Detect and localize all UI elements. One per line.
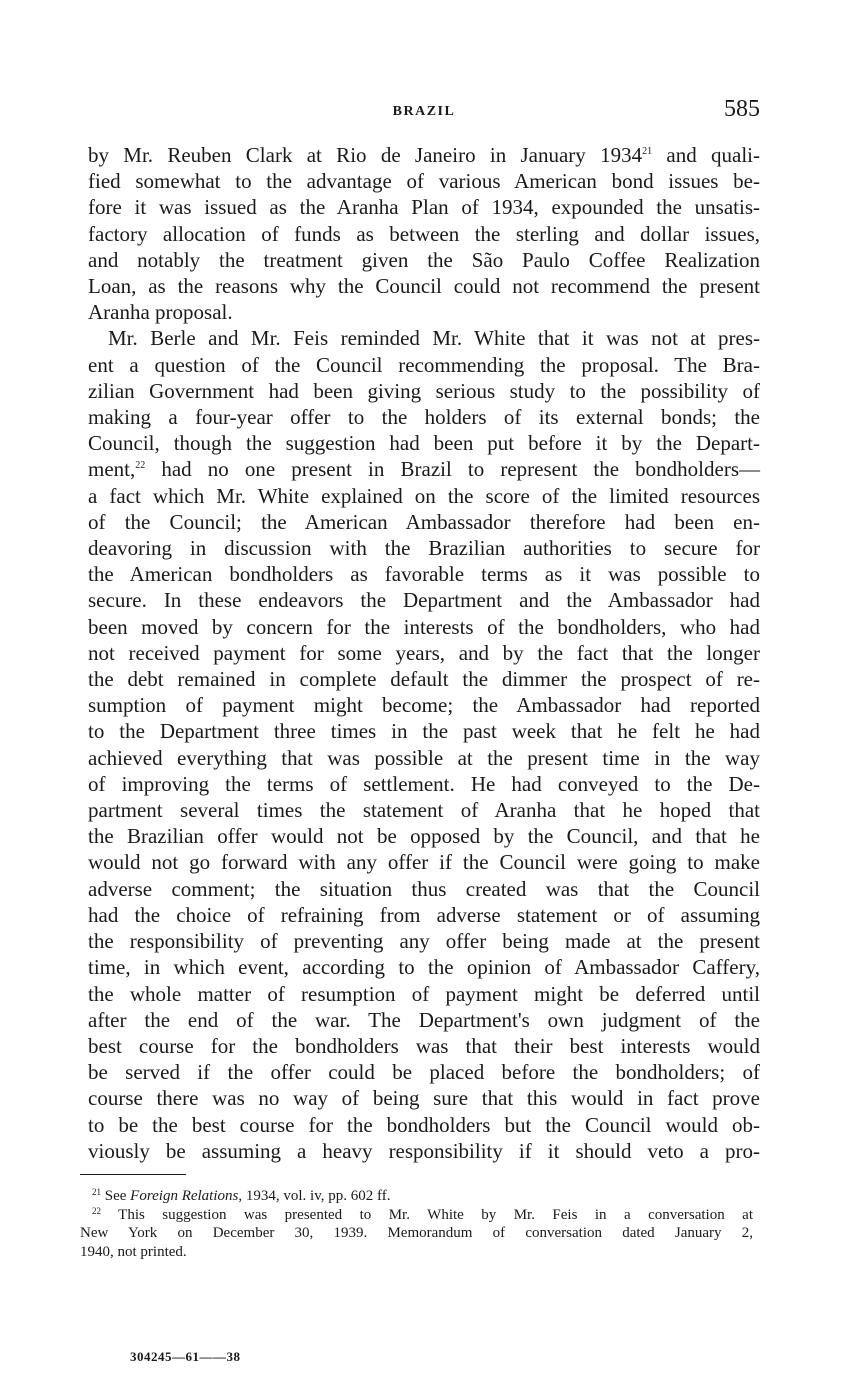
text-line: be served if the offer could be placed before the bondholders; of bbox=[88, 1060, 760, 1085]
text-line: best course for the bondholders was that their best interests would bbox=[88, 1033, 760, 1058]
running-title: BRAZIL bbox=[392, 104, 456, 119]
text-line: and notably the treatment given the São Paulo Coffee Realization bbox=[88, 247, 760, 272]
text-line: Aranha proposal. bbox=[88, 300, 233, 325]
text-line: a fact which Mr. White explained on the score of the limited resources bbox=[88, 483, 760, 508]
text-line: factory allocation of funds as between the sterling and dollar issues, bbox=[88, 221, 760, 246]
footnote-ref-21: 21 bbox=[642, 146, 653, 157]
text-line: fore it was issued as the Aranha Plan of 1934, expounded the unsatis- bbox=[88, 195, 760, 220]
text-line: sumption of payment might become; the Ambassador had reported bbox=[88, 693, 760, 718]
text-line: Council, though the suggestion had been put before it by the Depart- bbox=[88, 431, 760, 456]
text-line: the Brazilian offer would not be opposed by the Council, and that he bbox=[88, 824, 760, 849]
text-line: the responsibility of preventing any offer being made at the present bbox=[88, 929, 760, 954]
text-line: the whole matter of resumption of payment might be deferred until bbox=[88, 981, 760, 1006]
text-line: making a four-year offer to the holders of its external bonds; the bbox=[88, 405, 760, 430]
text-line: not received payment for some years, and by the fact that the longer bbox=[88, 640, 760, 665]
footnote-22-line: $^{22}$ This suggestion was presented to Mr. White by Mr. Feis in a conversation at bbox=[92, 1205, 753, 1223]
text-line: adverse comment; the situation thus created was that the Council bbox=[88, 876, 760, 901]
footnotes bbox=[80, 1187, 753, 1261]
text-line: to be the best course for the bondholders but the Council would ob- bbox=[88, 1112, 760, 1137]
text-line: by Mr. Reuben Clark at Rio de Janeiro in January 1934$^{21}$ and quali- bbox=[88, 143, 760, 167]
text-line: ment,$^{22}$ had no one present in Brazil to represent the bondholders— bbox=[88, 457, 760, 482]
text-line: Mr. Berle and Mr. Feis reminded Mr. White that it was not at pres- bbox=[108, 326, 760, 351]
text-line: the debt remained in complete default the dimmer the prospect of re- bbox=[88, 667, 760, 692]
text-line: course there was no way of being sure that this would in fact prove bbox=[88, 1086, 760, 1111]
text-line: fied somewhat to the advantage of various American bond issues be- bbox=[88, 169, 760, 194]
text-line: the American bondholders as favorable terms as it was possible to bbox=[88, 562, 760, 587]
body-text bbox=[88, 142, 760, 1164]
footnote-marker: 22 bbox=[92, 1205, 101, 1216]
footnote-ref-22: 22 bbox=[135, 460, 146, 472]
running-head bbox=[88, 98, 760, 128]
text-line: zilian Government had been giving serious study to the possibility of bbox=[88, 378, 760, 403]
text-line: partment several times the statement of Aranha that he hoped that bbox=[88, 798, 760, 823]
text-line: ent a question of the Council recommending the proposal. The Bra- bbox=[88, 352, 760, 377]
text-line: time, in which event, according to the opinion of Ambassador Caffery, bbox=[88, 955, 760, 980]
text-line: secure. In these endeavors the Department and the Ambassador had bbox=[88, 588, 760, 613]
text-line: achieved everything that was possible at the present time in the way bbox=[88, 745, 760, 770]
text-line: of the Council; the American Ambassador therefore had been en- bbox=[88, 509, 760, 534]
text-line: of improving the terms of settlement. He had conveyed to the De- bbox=[88, 771, 760, 796]
text-line: been moved by concern for the interests of the bondholders, who had bbox=[88, 614, 760, 639]
footnote-divider bbox=[80, 1174, 186, 1175]
text-line: after the end of the war. The Department's own judgment of the bbox=[88, 1007, 760, 1032]
text-line: viously be assuming a heavy responsibility if it should veto a pro- bbox=[88, 1138, 760, 1163]
footnote-22-line: New York on December 30, 1939. Memorandum of conversation dated January 2, bbox=[80, 1225, 753, 1241]
footnote-22-line: 1940, not printed. bbox=[80, 1243, 187, 1260]
print-code: 304245—61——38 bbox=[130, 1349, 241, 1364]
footnote-21: $^{21}$ See Foreign Relations, 1934, vol. iv, pp. 602 ff. bbox=[92, 1187, 391, 1204]
text-line: would not go forward with any offer if the Council were going to make bbox=[88, 850, 760, 875]
footnote-marker: 21 bbox=[92, 1187, 101, 1197]
text-line: had the choice of refraining from adverse statement or of assuming bbox=[88, 902, 760, 927]
cited-work-title: Foreign Relations bbox=[130, 1188, 239, 1204]
text-line: Loan, as the reasons why the Council could not recommend the present bbox=[88, 274, 760, 299]
page-number: 585 bbox=[724, 96, 760, 122]
text-line: to the Department three times in the past week that he felt he had bbox=[88, 719, 760, 744]
text-line: deavoring in discussion with the Brazilian authorities to secure for bbox=[88, 536, 760, 561]
